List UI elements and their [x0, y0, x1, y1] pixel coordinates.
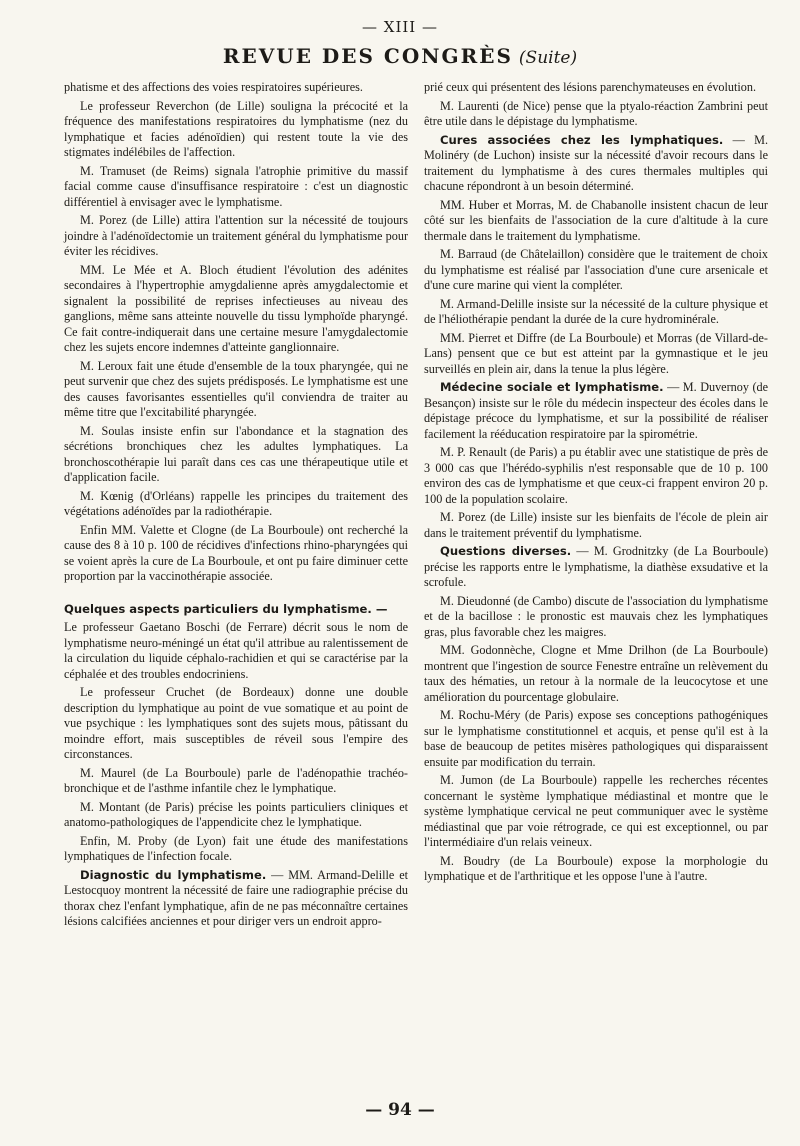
paragraph: Le professeur Reverchon (de Lille) souligna la précocité et la fréquence des manifestations respiratoires du lymphatisme (nez du lymphatique et facies adénoïdien) qui restent toute la vie des stigmates indélébiles de l'affection. [64, 98, 408, 159]
heading-text: Cures associées chez les lymphatiques. [440, 132, 724, 147]
page-title [0, 44, 800, 68]
paragraph: M. Soulas insiste enfin sur l'abondance et la stagnation des sécrétions bronchiques chez les adultes lymphatiques. La bronchoscothérapie lui paraît dans ces cas une thérapeutique utile et d'application facile. [64, 423, 408, 484]
paragraph: M. Rochu-Méry (de Paris) expose ses conceptions pathogéniques sur le lymphatisme constitutionnel et acquis, et pense qu'il est à la base de beaucoup de petites misères pathologiques qui disparaissent ensuite par modification du terrain. [424, 708, 768, 769]
paragraph: Enfin MM. Valette et Clogne (de La Bourboule) ont recherché la cause des 8 à 10 p. 100 de récidives d'infections rhino-pharyngées qui se voient après la cure de La Bourboule, et ont pu faire diminuer cette proportion par la vaccinothérapie associée. [64, 522, 408, 583]
paragraph: M. Laurenti (de Nice) pense que la ptyalo-réaction Zambrini peut être utile dans le dépistage du lymphatisme. [424, 98, 768, 128]
paragraph-text: — M. Molinéry (de Luchon) insiste sur la nécessité d'avoir recours dans le traitement du lymphatisme à des cures thermales multiples qui chacune répondront à un besoin déterminé. [424, 132, 769, 193]
paragraph: M. Tramuset (de Reims) signala l'atrophie primitive du massif facial comme cause d'insuffisance respiratoire : c'est un diagnostic différentiel à envisager avec le lymphatisme. [64, 163, 408, 209]
paragraph: M. Porez (de Lille) attira l'attention sur la nécessité de toujours joindre à l'adénoïdectomie un traitement général du lymphatisme pour éviter les récidives. [64, 213, 408, 258]
paragraph: M. Barraud (de Châtelaillon) considère que le traitement de choix du lymphatisme est réalisé par l'association d'une cure arsenicale et d'une cure marine qui vient la compléter. [424, 247, 768, 292]
paragraph: M. Leroux fait une étude d'ensemble de la toux pharyngée, qui ne peut survenir que chez des sujets prédisposés. Le lymphatisme est une des causes favorisantes essentielles qu'il conviendra de traiter au même titre que l'excitabilité pharyngée. [64, 358, 408, 419]
page-folio: — 94 — [365, 1100, 435, 1120]
section-questions [424, 544, 768, 591]
section-gap [64, 588, 408, 602]
paragraph: M. Boudry (de La Bourboule) expose la morphologie du lymphatique et de l'arthritique et les oppose l'une à l'autre. [424, 853, 768, 883]
heading-text: Quelques aspects particuliers du lymphatisme. — [64, 601, 388, 616]
section-diagnostic [64, 868, 408, 930]
paragraph: M. Montant (de Paris) précise les points particuliers cliniques et anatomo-pathologiques de l'appendicite chez le lymphatique. [64, 799, 408, 829]
section-cures [424, 133, 768, 195]
paragraph: Le professeur Cruchet (de Bordeaux) donne une double description du lymphatique au point de vue somatique et au point de vue psychique : les lymphatiques sont des sujets mous, pâtissant du moindre effort, mais susceptibles de réveil sous l'empire des circonstances. [64, 685, 408, 761]
paragraph: M. Kœnig (d'Orléans) rappelle les principes du traitement des végétations adénoïdes par la radiothérapie. [64, 488, 408, 518]
section-heading-aspects [64, 602, 408, 618]
paragraph: Le professeur Gaetano Boschi (de Ferrare) décrit sous le nom de lymphatisme neuro-méningé un état qu'il attribue au ralentissement de la circulation du liquide céphalo-rachidien et qui se caractérise par la céphalée et des troubles endocriniens. [64, 620, 408, 681]
paragraph-text: — M. Duvernoy (de Besançon) insiste sur le rôle du médecin inspecteur des écoles dans le dépistage précoce du lymphatisme, et sur la possibilité de réaliser facilement la rééducation respiratoire par la spirométrie. [424, 380, 769, 441]
left-column [64, 80, 408, 933]
paragraph: prié ceux qui présentent des lésions parenchymateuses en évolution. [424, 80, 757, 94]
paragraph: M. Porez (de Lille) insiste sur les bienfaits de l'école de plein air dans le traitement préventif du lymphatisme. [424, 510, 768, 540]
paragraph-text: — M. Grodnitzky (de La Bourboule) précise les rapports entre le lymphatisme, la diathèse exsudative et la scrofule. [424, 544, 768, 589]
heading-text: Questions diverses. [440, 544, 572, 558]
paragraph: M. Maurel (de La Bourboule) parle de l'adénopathie trachéo-bronchique et de l'asthme infantile chez le lymphatique. [64, 765, 408, 795]
title-text: REVUE DES CONGRÈS [222, 44, 513, 68]
paragraph-text: — MM. Armand-Delille et Lestocquoy montrent la nécessité de faire une radiographie précise du thorax chez l'enfant lymphatique, afin de ne pas méconnaître certaines lésions calcifiées anciennes et pour diriger vers un endroit appro- [64, 867, 408, 928]
paragraph: MM. Huber et Morras, M. de Chabanolle insistent chacun de leur côté sur les bienfaits de l'association de la cure d'altitude à la cure thermale dans le traitement du lymphatisme. [424, 197, 768, 243]
roman-page-number: — XIII — [362, 18, 438, 36]
paragraph: M. Dieudonné (de Cambo) discute de l'association du lymphatisme et de la bacillose : le pronostic est mauvais chez les lymphatiques gras, plus favorable chez les maigres. [424, 593, 768, 639]
paragraph: M. Jumon (de La Bourboule) rappelle les recherches récentes concernant le système lymphatique médiastinal et montre que le système lymphatique cervical ne peut communiquer avec le système médiastinal que par voie rétrograde, ce qui est exceptionnel, ou par l'intermédiaire d'un relais veineux. [424, 773, 768, 849]
heading-text: Diagnostic du lymphatisme. [80, 867, 267, 882]
right-column [424, 80, 768, 888]
paragraph: MM. Godonnèche, Clogne et Mme Drilhon (de La Bourboule) montrent que l'ingestion de source Fenestre entraîne un relèvement du taux des hématies, un retour à la normale de la leucocytose et une amélioration du pourcentage globulaire. [424, 643, 768, 704]
section-medecine [424, 380, 768, 442]
paragraph: phatisme et des affections des voies respiratoires supérieures. [64, 80, 363, 94]
heading-text: Médecine sociale et lymphatisme. [440, 380, 664, 394]
title-suite: (Suite) [518, 48, 578, 68]
paragraph: MM. Pierret et Diffre (de La Bourboule) et Morras (de Villard-de-Lans) pensent que ce but est atteint par la gymnastique et le jeu surveillés en plein air, dans la tenue la plus légère. [424, 330, 768, 376]
paragraph: MM. Le Mée et A. Bloch étudient l'évolution des adénites secondaires à l'hypertrophie amygdalienne après amygdalectomie et signalent la possibilité de reprises infectieuses au niveau des ganglions, même sans atteinte nouvelle du tissu lymphoïde pharyngé. Ce fait contre-indiquerait dans une certaine mesure l'amygdalectomie chez les sujets encore indemnes d'atteinte ganglionnaire. [64, 262, 408, 354]
paragraph: Enfin, M. Proby (de Lyon) fait une étude des manifestations lymphatiques de l'infection focale. [64, 833, 408, 863]
paragraph: M. P. Renault (de Paris) a pu établir avec une statistique de près de 3 000 cas que l'hérédo-syphilis n'est responsable que de 10 p. 100 environ des cas de lymphatisme et que ceux-ci frappent environ 20 p. 100 de la population scolaire. [424, 445, 768, 506]
paragraph: M. Armand-Delille insiste sur la nécessité de la culture physique et de l'héliothérapie pendant la durée de la cure hydrominérale. [424, 296, 768, 326]
